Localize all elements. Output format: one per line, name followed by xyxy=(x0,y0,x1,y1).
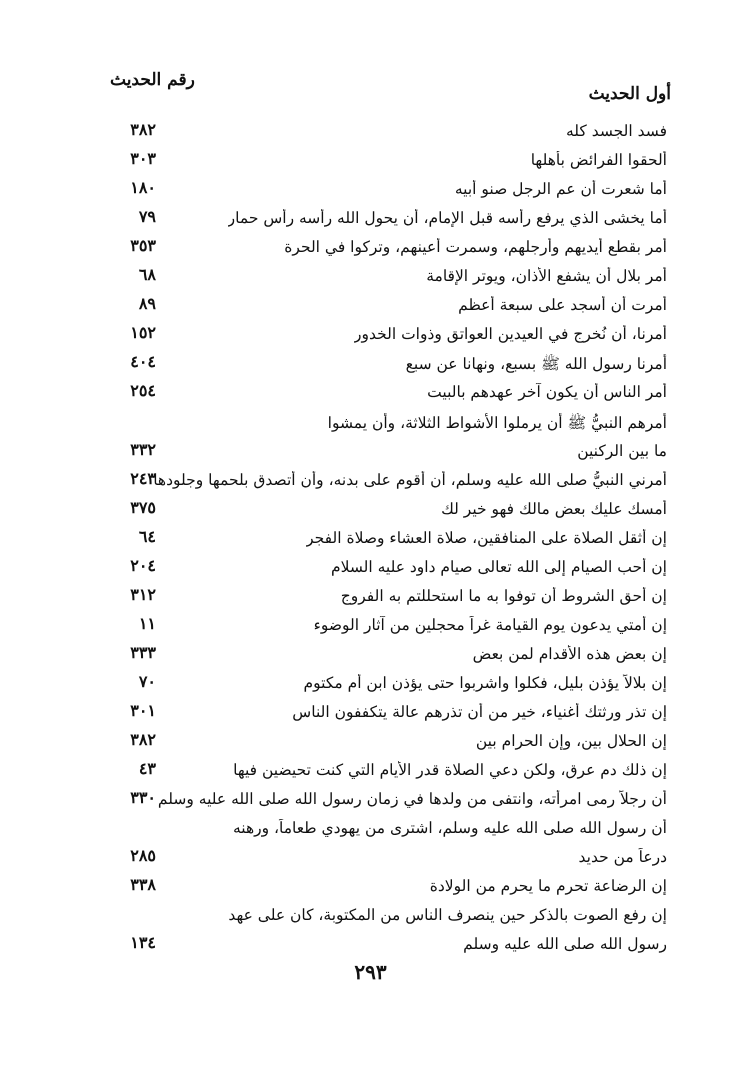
hadith-number: ٧٠ xyxy=(138,671,156,691)
hadith-opening-text: إن أحق الشروط أن توفوا به ما استحللتم به الفروج xyxy=(340,586,667,605)
hadith-opening-text: إن أحب الصيام إلى الله تعالى صيام داود عليه السلام xyxy=(330,557,667,576)
index-entry xyxy=(0,350,741,378)
index-entry xyxy=(0,554,741,582)
hadith-opening-text: أُمر الناس أن يكون آخر عهدهم بالبيت xyxy=(427,383,667,402)
page-number: ٢٩٣ xyxy=(354,960,387,984)
hadith-number: ٣٣٨ xyxy=(130,875,156,895)
hadith-opening-text: أمرت أن أسجد على سبعة أعظم xyxy=(458,296,667,315)
index-entry xyxy=(0,844,741,872)
hadith-number: ٣٠١ xyxy=(130,701,156,720)
hadith-number: ٤٣ xyxy=(138,759,156,779)
hadith-number: ٢٠٤ xyxy=(130,555,156,575)
hadith-number: ٣٥٣ xyxy=(130,236,156,256)
hadith-number: ٤٠٤ xyxy=(130,352,156,372)
hadith-opening-text: أمسك عليك بعض مالك فهو خير لك xyxy=(441,499,667,518)
hadith-number: ٣٧٥ xyxy=(130,497,156,517)
hadith-number-heading: رقم الحديث xyxy=(110,70,195,90)
index-entry xyxy=(0,409,741,437)
index-entry xyxy=(0,234,741,262)
index-entry xyxy=(0,902,741,930)
hadith-number: ٣٣٢ xyxy=(130,439,156,459)
hadith-number: ٦٨ xyxy=(138,265,156,285)
hadith-opening-text: إن أمتي يدعون يوم القيامة غراً محجلين من آثار الوضوء xyxy=(313,615,667,634)
hadith-number: ١٥٢ xyxy=(130,323,156,343)
index-entry xyxy=(0,931,741,959)
index-entry xyxy=(0,438,741,466)
hadith-opening-text: أمرنا رسول الله ﷺ بسبع، ونهانا عن سبع xyxy=(405,355,667,374)
hadith-opening-text: إن بعض هذه الأقدام لمن بعض xyxy=(472,644,667,663)
hadith-opening-text: رسول الله صلى الله عليه وسلم xyxy=(463,935,667,954)
index-entry xyxy=(0,379,741,407)
hadith-opening-text: ألحقوا الفرائض بأهلها xyxy=(530,151,667,170)
hadith-number: ٣٠٣ xyxy=(130,149,156,169)
index-entry xyxy=(0,525,741,553)
hadith-number: ٣٣٣ xyxy=(130,642,156,662)
index-entry xyxy=(0,583,741,611)
index-entry xyxy=(0,496,741,524)
index-entry xyxy=(0,815,741,843)
hadith-opening-text: ما بين الركنين xyxy=(577,441,667,460)
hadith-opening-text: أمر بقطع أيديهم وأرجلهم، وسمرت أعينهم، وتركوا في الحرة xyxy=(284,238,667,257)
index-entry xyxy=(0,292,741,320)
index-entry xyxy=(0,873,741,901)
index-entry xyxy=(0,728,741,756)
index-entry xyxy=(0,670,741,698)
index-entry xyxy=(0,786,741,814)
index-entry xyxy=(0,118,741,146)
hadith-opening-text: أمرنا، أن نُخرج في العيدين العواتق وذوات الخدور xyxy=(354,325,667,344)
hadith-opening-text: إن الرضاعة تحرم ما يحرم من الولادة xyxy=(429,877,667,896)
hadith-number: ٣١٢ xyxy=(130,584,156,604)
index-entry xyxy=(0,176,741,204)
hadith-number: ٨٩ xyxy=(138,294,156,314)
hadith-opening-text: أمرهم النبيُّ ﷺ أن يرملوا الأشواط الثلاثة، وأن يمشوا xyxy=(327,413,667,432)
hadith-number: ٦٤ xyxy=(138,526,156,546)
first-hadith-heading: أول الحديث xyxy=(588,84,671,104)
hadith-opening-text: أن رسول الله صلى الله عليه وسلم، اشترى من يهودي طعاماً، ورهنه xyxy=(232,819,667,838)
index-entry xyxy=(0,205,741,233)
hadith-opening-text: فسد الجسد كله xyxy=(565,122,667,140)
index-entry xyxy=(0,147,741,175)
hadith-number: ٣٨٢ xyxy=(130,120,156,139)
hadith-opening-text: أما شعرت أن عم الرجل صنو أبيه xyxy=(454,180,667,199)
hadith-opening-text: أمرني النبيُّ صلى الله عليه وسلم، أن أقوم على بدنه، وأن أتصدق بلحمها وجلودها xyxy=(153,470,667,489)
hadith-number: ٢٨٥ xyxy=(130,846,156,866)
index-entry xyxy=(0,467,741,495)
hadith-number: ٧٩ xyxy=(138,207,156,227)
hadith-opening-text: إن تذر ورثتك أغنياء، خير من أن تذرهم عالة يتكففون الناس xyxy=(292,703,667,721)
hadith-opening-text: إن الحلال بين، وإن الحرام بين xyxy=(475,732,667,751)
index-entry xyxy=(0,641,741,669)
hadith-opening-text: أمر بلال أن يشفع الأذان، ويوتر الإقامة xyxy=(426,267,667,286)
hadith-number: ٢٥٤ xyxy=(130,381,156,401)
hadith-opening-text: إن بلالاً يؤذن بليل، فكلوا واشربوا حتى يؤذن ابن أم مكتوم xyxy=(303,673,667,692)
hadith-opening-text: درعاً من حديد xyxy=(578,848,667,867)
hadith-number: ٣٨٢ xyxy=(130,730,156,750)
hadith-number: ٣٣٠ xyxy=(130,788,156,808)
hadith-opening-text: أما يخشى الذي يرفع رأسه قبل الإمام، أن يحول الله رأسه رأس حمار xyxy=(227,209,667,228)
index-entry xyxy=(0,321,741,349)
hadith-opening-text: إن رفع الصوت بالذكر حين ينصرف الناس من المكتوبة، كان على عهد xyxy=(228,906,667,925)
index-entry xyxy=(0,757,741,785)
index-entry xyxy=(0,699,741,727)
hadith-opening-text: أن رجلاً رمى امرأته، وانتفى من ولدها في زمان رسول الله صلى الله عليه وسلم xyxy=(157,790,667,809)
hadith-number: ١٣٤ xyxy=(130,933,156,953)
hadith-number: ٢٤٣ xyxy=(130,468,156,488)
hadith-opening-text: إن أثقل الصلاة على المنافقين، صلاة العشاء وصلاة الفجر xyxy=(306,528,667,547)
index-entry xyxy=(0,263,741,291)
index-entry xyxy=(0,612,741,640)
hadith-number: ١٨٠ xyxy=(130,178,156,198)
hadith-opening-text: إن ذلك دم عرق، ولكن دعي الصلاة قدر الأيام التي كنت تحيضين فيها xyxy=(233,761,667,780)
hadith-number: ١١ xyxy=(138,613,156,633)
